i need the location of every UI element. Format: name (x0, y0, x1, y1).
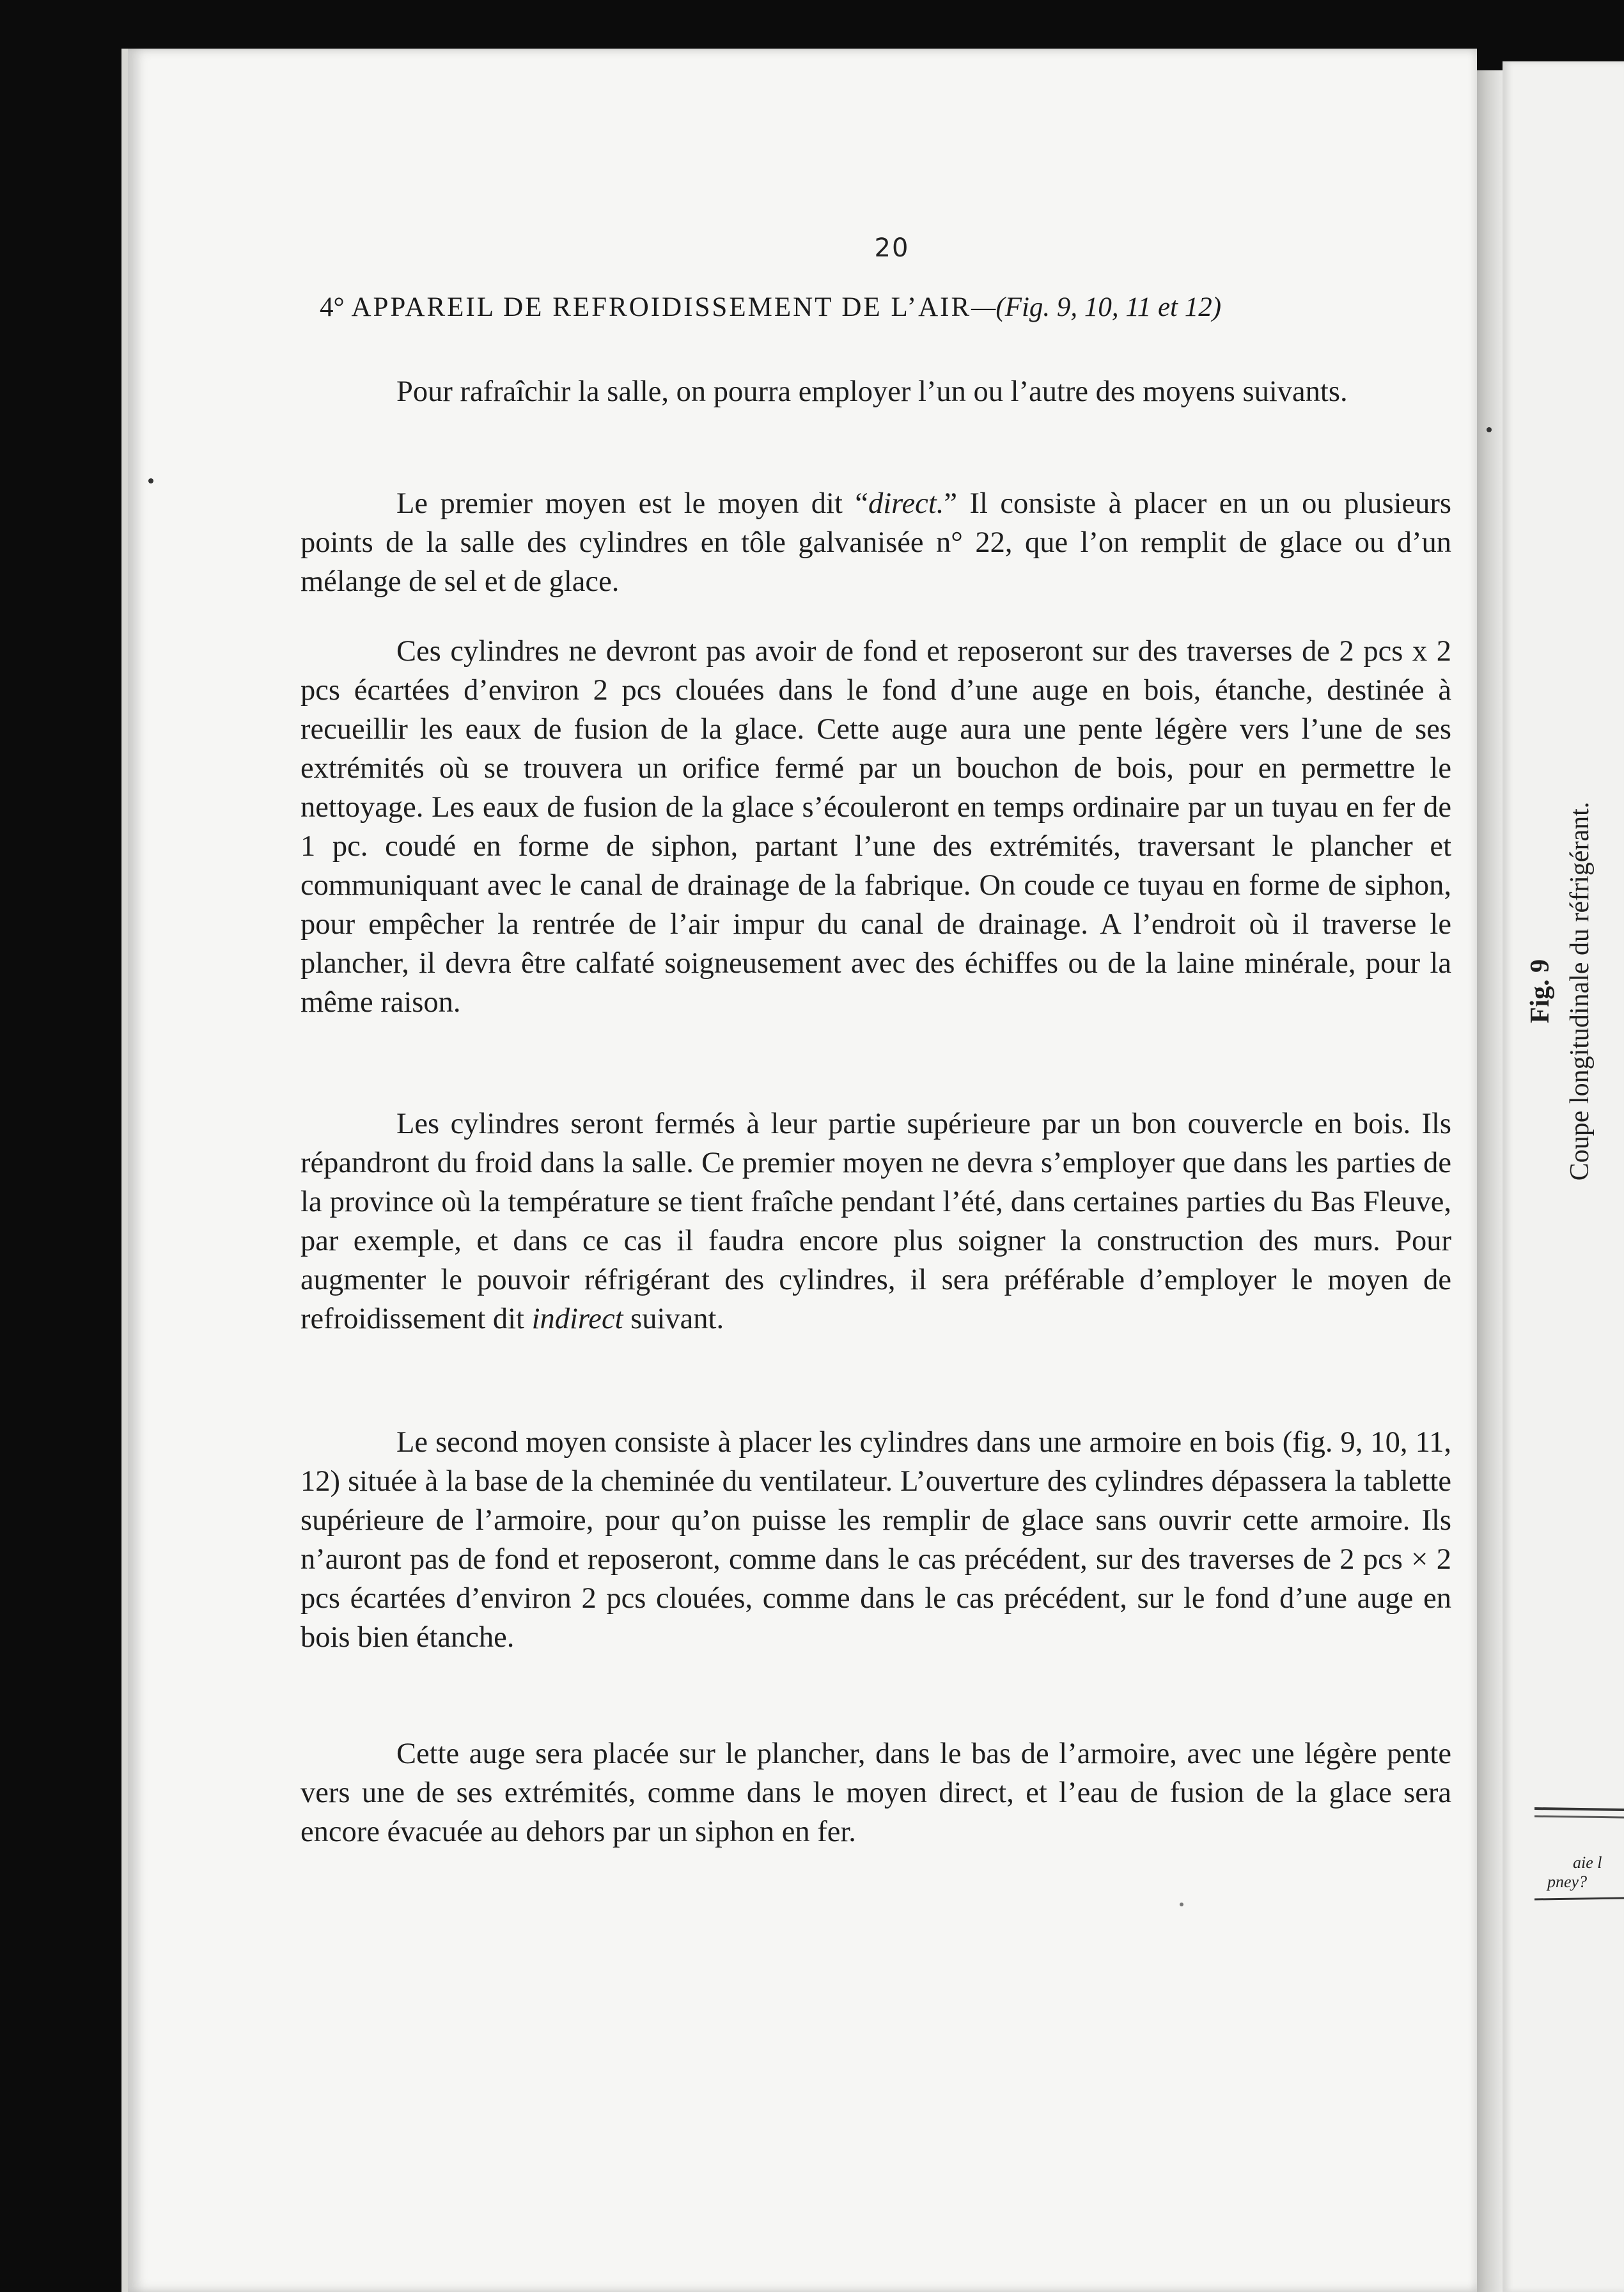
paragraph-4-text-before: Les cylindres seront fermés à leur partie supérieure par un bon couvercle en bois. Ils répandront du froid dans la salle. Ce premier moyen ne devra s’employer que dans les parties de la province où la température se tient fraîche pendant l’été, dans certaines parties du Bas Fleuve, par exemple, et dans ce cas il faudra encore plus soigner la construction des murs. Pour augmenter le pouvoir réfrigérant des cylindres, il sera préférable d’employer le moyen de refroidissement dit (301, 1108, 1451, 1335)
scan-speck (1487, 427, 1492, 432)
adjacent-page-text-2: pney? (1547, 1872, 1588, 1891)
heading-numeral: 4° (320, 292, 345, 322)
section-heading (320, 292, 1432, 323)
paragraph-2-text-before: Le premier moyen est le moyen dit “ (396, 487, 868, 520)
paragraph-4-text-after: suivant. (623, 1303, 724, 1335)
paragraph-4 (301, 1104, 1451, 1338)
paragraph-1: Pour rafraîchir la salle, on pourra employer l’un ou l’autre des moyens suivants. (396, 375, 1348, 408)
paragraph-2 (301, 484, 1451, 601)
figure-label: Fig. 9 (1526, 959, 1555, 1024)
scan-speck (148, 478, 153, 483)
figure-caption-vertical (1522, 748, 1598, 1234)
heading-figure-reference: —(Fig. 9, 10, 11 et 12) (971, 292, 1222, 322)
figure-caption-text: Coupe longitudinale du réfrigérant. (1565, 801, 1595, 1181)
paragraph-2-text-after: ” Il consiste à placer en un ou plusieurs points de la salle des cylindres en tôle galvanisée n° 22, que l’on remplit de glace ou d’un mélange de sel et de glace. (301, 487, 1452, 598)
figure-caption-rotated (1520, 802, 1600, 1181)
page-number: 20 (874, 233, 910, 263)
paragraph-5: Le second moyen consiste à placer les cylindres dans une armoire en bois (fig. 9, 10, 11, 12) située à la base de la cheminée du ventilateur. L’ouverture des cylindres dépassera la tablette supérieure de l’armoire, pour qu’on puisse les remplir de glace sans ouvrir cette armoire. Ils n’auront pas de fond et reposeront, comme dans le cas précédent, sur des traverses de 2 pcs × 2 pcs écartées d’environ 2 pcs clouées, comme dans le cas précédent, sur le fond d’une auge en bois bien étanche. (301, 1426, 1451, 1654)
paragraph-3: Ces cylindres ne devront pas avoir de fond et reposeront sur des traverses de 2 pcs x 2 pcs écartées d’environ 2 pcs clouées dans le fond d’une auge en bois, étanche, destinée à recueillir les eaux de fusion de la glace. Cette auge aura une pente légère vers l’une de ses extrémités où se trouvera un orifice fermé par un bouchon de bois, pour en permettre le nettoyage. Les eaux de fusion de la glace s’écouleront en temps ordinaire par un tuyau en fer de 1 pc. coudé en forme de siphon, partant l’une des extrémités, traversant le plancher et communiquant avec le canal de drainage de la fabrique. On coude ce tuyau en forme de siphon, pour empêcher la rentrée de l’air impur du canal de drainage. A l’endroit où il traverse le plancher, il devra être calfaté soigneusement avec des échiffes ou de la laine minérale, pour la même raison. (301, 635, 1451, 1019)
adjacent-page-fragment (1534, 1797, 1624, 1906)
scan-speck (1180, 1903, 1183, 1906)
paragraph-4-emphasis: indirect (531, 1303, 623, 1335)
adjacent-page-text-1: aie l (1573, 1853, 1602, 1872)
paragraph-2-emphasis: direct. (868, 487, 944, 520)
heading-title: APPAREIL DE REFROIDISSEMENT DE L’AIR (351, 292, 972, 322)
paragraph-6: Cette auge sera placée sur le plancher, dans le bas de l’armoire, avec une légère pente vers une de ses extrémités, comme dans le moyen direct, et l’eau de fusion de la glace sera encore évacuée au dehors par un siphon en fer. (301, 1738, 1451, 1848)
